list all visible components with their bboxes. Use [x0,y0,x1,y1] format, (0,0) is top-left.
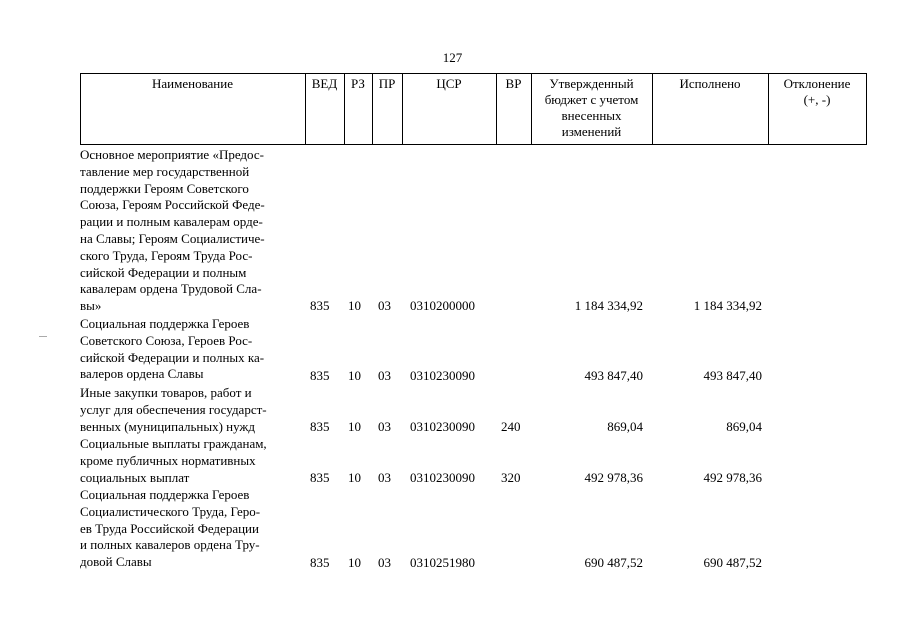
header-approved-line: бюджет с учетом [544,92,639,107]
cell-ved: 835 [310,555,330,570]
name-line: довой Славы [80,554,152,570]
margin-mark [39,336,47,337]
cell-executed: 1 184 334,92 [693,298,762,313]
cell-pr: 03 [378,555,391,570]
cell-vr: 240 [501,419,521,434]
cell-ved: 835 [310,368,330,383]
cell-rz: 10 [348,470,361,485]
header-divider [866,73,867,144]
cell-executed: 492 978,36 [703,470,762,485]
cell-csr: 0310200000 [410,298,475,313]
name-line: вы» [80,298,102,314]
cell-pr: 03 [378,419,391,434]
cell-pr: 03 [378,470,391,485]
table-row-name [80,436,305,486]
header-bottom-rule [80,144,867,145]
cell-executed: 869,04 [726,419,762,434]
header-deviation-line: Отклонение [783,76,851,91]
cell-pr: 03 [378,368,391,383]
name-line: Социалистического Труда, Геро- [80,503,261,519]
page-number: 127 [442,50,463,65]
name-line: услуг для обеспечения государст- [80,401,267,417]
cell-approved: 869,04 [607,419,643,434]
name-line: венных (муниципальных) нужд [80,418,256,434]
header-approved-line: Утвержденный [549,76,634,91]
cell-executed: 493 847,40 [703,368,762,383]
header-approved-line: внесенных [561,108,622,123]
table-row-name [80,385,305,435]
name-line: валеров ордена Славы [80,366,204,382]
cell-executed: 690 487,52 [703,555,762,570]
name-line: Иные закупки товаров, работ и [80,385,252,400]
table-row-name [80,487,305,571]
name-line: сийской Федерации и полных ка- [80,349,265,365]
header-name: Наименование [152,76,233,91]
header-top-rule [80,73,867,74]
table-row-name [80,316,305,383]
cell-csr: 0310251980 [410,555,475,570]
name-line: кроме публичных нормативных [80,452,256,468]
cell-rz: 10 [348,555,361,570]
header-rz: РЗ [351,76,365,91]
name-line: Союза, Героям Российской Феде- [80,197,265,213]
cell-approved: 493 847,40 [584,368,643,383]
header-approved-line: изменений [561,124,622,139]
header-pr: ПР [378,76,396,91]
cell-ved: 835 [310,470,330,485]
name-line: на Славы; Героям Социалистиче- [80,230,265,246]
cell-csr: 0310230090 [410,470,475,485]
name-line: Советского Союза, Героев Рос- [80,332,253,348]
name-line: кавалерам ордена Трудовой Сла- [80,281,262,297]
name-line: Социальная поддержка Героев [80,316,250,331]
name-line: рации и полным кавалерам орде- [80,214,263,230]
cell-pr: 03 [378,298,391,313]
name-line: Социальная поддержка Героев [80,487,250,502]
header-executed: Исполнено [679,76,741,91]
header-csr: ЦСР [436,76,462,91]
name-line: сийской Федерации и полным [80,264,247,280]
cell-rz: 10 [348,368,361,383]
header-approved [531,76,652,140]
cell-csr: 0310230090 [410,368,475,383]
cell-ved: 835 [310,298,330,313]
cell-csr: 0310230090 [410,419,475,434]
name-line: тавление мер государственной [80,163,250,179]
cell-approved: 690 487,52 [584,555,643,570]
cell-vr: 320 [501,470,521,485]
name-line: ев Труда Российской Федерации [80,520,259,536]
header-deviation-line: (+, -) [803,92,831,107]
header-deviation [768,76,866,108]
name-line: Основное мероприятие «Предос- [80,147,264,162]
cell-rz: 10 [348,419,361,434]
name-line: ского Труда, Героям Труда Рос- [80,247,253,263]
name-line: Социальные выплаты гражданам, [80,436,267,451]
cell-approved: 492 978,36 [584,470,643,485]
name-line: социальных выплат [80,469,190,485]
name-line: поддержки Героям Советского [80,180,249,196]
cell-rz: 10 [348,298,361,313]
cell-approved: 1 184 334,92 [574,298,643,313]
cell-ved: 835 [310,419,330,434]
table-row-name [80,147,305,315]
name-line: и полных кавалеров ордена Тру- [80,537,260,553]
header-vr: ВР [505,76,522,91]
header-ved: ВЕД [311,76,338,91]
